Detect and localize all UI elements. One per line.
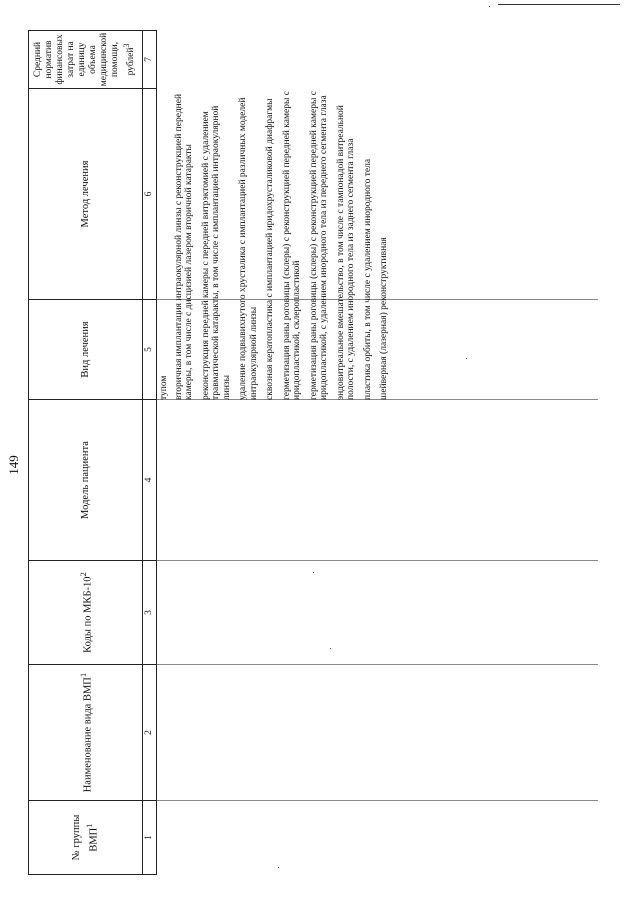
method-entry: шейверная (лазерная) реконструктивная bbox=[379, 237, 389, 400]
method-entry: герметизация раны роговицы (склеры) с реконструкцией передней камеры с иридопластикой, с удалением инородного тела из переднего сегмента глаза bbox=[308, 91, 329, 400]
top-rule bbox=[498, 4, 620, 5]
method-entry: удаление подвывихнутого хрусталика с имплантацией различных моделей интраокулярной линзы bbox=[238, 97, 259, 400]
column-number-7: 7 bbox=[143, 30, 157, 89]
header-treatment-method: Метод лечения bbox=[28, 88, 143, 300]
column-number-3: 3 bbox=[143, 560, 157, 665]
header-patient-model: Модель пациента bbox=[28, 399, 143, 561]
column-number-5: 5 bbox=[143, 299, 157, 400]
header-vmp-name: Наименование вида ВМП$^1$ bbox=[28, 664, 143, 801]
column-number-2: 2 bbox=[143, 664, 157, 801]
column-rule bbox=[157, 560, 598, 561]
header-icd-codes: Коды по МКБ-$10^2$ bbox=[28, 560, 143, 665]
method-entry: эндовитреальное вмешательство, в том числе с тампонадой витреальной полости, с удалением инородного тела из заднего сегмента глаза bbox=[335, 105, 356, 400]
method-entries bbox=[157, 90, 396, 400]
page-number: 149 bbox=[6, 455, 21, 475]
method-entry: сквозная кератопластика с имплантацией иридохрусталиковой диафрагмы bbox=[265, 98, 275, 400]
method-entry: герметизация раны роговицы (склеры) с реконструкцией передней камеры с иридопластикой, склеропластикой bbox=[281, 91, 302, 400]
header-treatment-type: Вид лечения bbox=[28, 299, 143, 400]
column-rule bbox=[157, 800, 598, 801]
column-number-6: 6 bbox=[143, 88, 157, 300]
method-entry: реконструкция передней камеры с передней витрэктомией с удалением травматической катаракты, в том числе с имплантацией интраокулярной линзы bbox=[200, 105, 232, 400]
method-entry: тупом bbox=[159, 375, 169, 400]
header-group-number: № группы ВМП$^1$ bbox=[28, 800, 143, 875]
column-number-4: 4 bbox=[143, 399, 157, 561]
column-number-1: 1 bbox=[143, 800, 157, 875]
column-rule bbox=[157, 664, 598, 665]
method-entry: пластика орбиты, в том числе с удалением инородного тела bbox=[362, 158, 373, 400]
scan-speck bbox=[489, 6, 490, 7]
method-entry: вторичная имплантация интраокулярной линзы с реконструкцией передней камеры, в том числе с дисцизией лазером вторичной катаракты bbox=[173, 93, 194, 400]
rotated-table bbox=[28, 30, 598, 875]
header-financial-norm: Средний норматив финансовых затрат на единицу объема медицинской помощи, рублей$^3$ bbox=[28, 30, 143, 89]
